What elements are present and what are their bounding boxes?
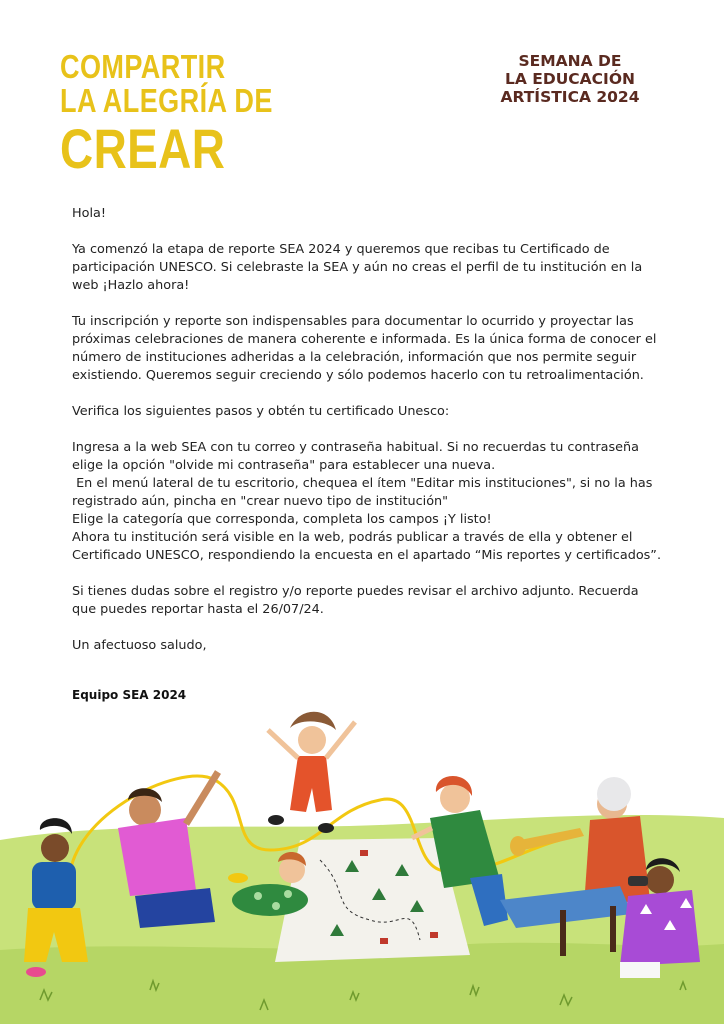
paragraph-intro: Ya comenzó la etapa de reporte SEA 2024 y queremos que recibas tu Certificado de participación UNESCO. Si celebraste la SEA y aún no creas el perfil de tu institución en la web ¡Hazlo ahora! (72, 242, 643, 293)
illustration (0, 700, 724, 1024)
event-title-line-2: LA EDUCACIÓN (505, 70, 635, 88)
event-title (470, 52, 670, 106)
step-2: En el menú lateral de tu escritorio, chequea el ítem "Editar mis instituciones", si no la has registrado aún, pincha en "crear nuevo tipo de institución" (72, 476, 657, 509)
steps-list (72, 439, 662, 565)
greeting: Hola! (72, 206, 106, 221)
logo (60, 48, 273, 180)
paragraph-importance: Tu inscripción y reporte son indispensables para documentar lo ocurrido y proyectar las próximas celebraciones de manera coherente e informada. Es la única forma de conocer el número de instituciones adheridas a la celebración, información que nos permite seguir existiendo. Queremos seguir creciendo y sólo podemos hacerlo con tu retroalimentación. (72, 314, 657, 383)
step-1: Ingresa a la web SEA con tu correo y contraseña habitual. Si no recuerdas tu contraseña elige la opción "olvide mi contraseña" para establecer una nueva. (72, 440, 639, 473)
paragraph-doubts: Si tienes dudas sobre el registro y/o reporte puedes revisar el archivo adjunto. Recuerda que puedes reportar hasta el 26/07/24. (72, 584, 639, 617)
step-4: Ahora tu institución será visible en la web, podrás publicar a través de ella y obtener el Certificado UNESCO, respondiendo la encuesta en el apartado “Mis reportes y certificados”. (72, 530, 662, 563)
logo-line-3: CREAR (60, 117, 226, 180)
event-title-line-1: SEMANA DE (518, 52, 622, 70)
paragraph-steps-intro: Verifica los siguientes pasos y obtén tu certificado Unesco: (72, 404, 450, 419)
closing: Un afectuoso saludo, (72, 638, 207, 653)
logo-line-2: LA ALEGRÍA DE (60, 82, 273, 119)
logo-line-1: COMPARTIR (60, 48, 226, 85)
step-3: Elige la categoría que corresponda, completa los campos ¡Y listo! (72, 512, 492, 527)
event-title-line-3: ARTÍSTICA 2024 (500, 88, 640, 106)
signature: Equipo SEA 2024 (72, 688, 187, 702)
letter-body (72, 205, 662, 673)
